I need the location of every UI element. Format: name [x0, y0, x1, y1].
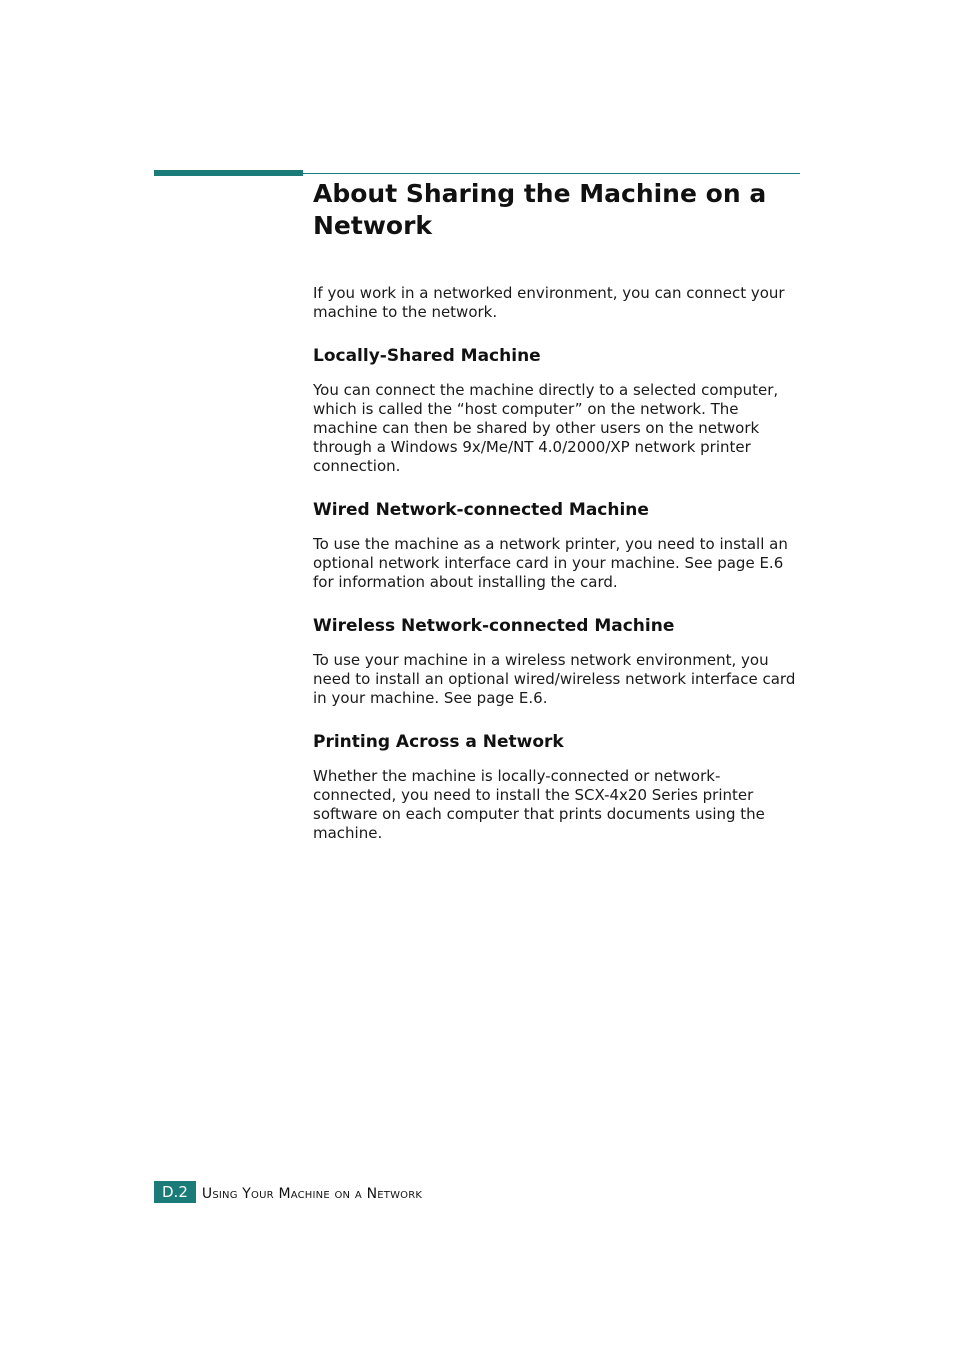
section-body-wired-network: To use the machine as a network printer, you need to install an optional network interface card in your machine. See page E.6 for information about installing the card.: [313, 535, 788, 591]
section-heading-locally-shared: Locally-Shared Machine: [313, 346, 541, 366]
page-footer: [154, 1181, 422, 1203]
section-heading-wired-network: Wired Network-connected Machine: [313, 500, 649, 520]
header-rule: [303, 173, 800, 174]
section-body-locally-shared: You can connect the machine directly to a selected computer, which is called the “host computer” on the network. The machine can then be shared by other users on the network through a Windows 9x/Me/NT 4.0/2000/XP network printer connection.: [313, 381, 779, 475]
section-body-wireless-network: To use your machine in a wireless network environment, you need to install an optional wired/wireless network interface card in your machine. See page E.6.: [313, 651, 796, 707]
footer-chapter-title: Using Your Machine on a Network: [201, 1186, 423, 1202]
section-heading-wireless-network: Wireless Network-connected Machine: [313, 616, 675, 636]
header-accent-bar: [154, 170, 303, 176]
section-body-printing-across-network: Whether the machine is locally-connected or network-connected, you need to install the SCX-4x20 Series printer software on each computer that prints documents using the machine.: [313, 767, 765, 842]
section-heading-printing-across-network: Printing Across a Network: [313, 732, 564, 752]
page-title: About Sharing the Machine on a Network: [313, 179, 767, 240]
page-content: [313, 178, 803, 843]
page-number-badge: D.2: [154, 1181, 196, 1203]
intro-paragraph: If you work in a networked environment, you can connect your machine to the network.: [313, 284, 785, 321]
